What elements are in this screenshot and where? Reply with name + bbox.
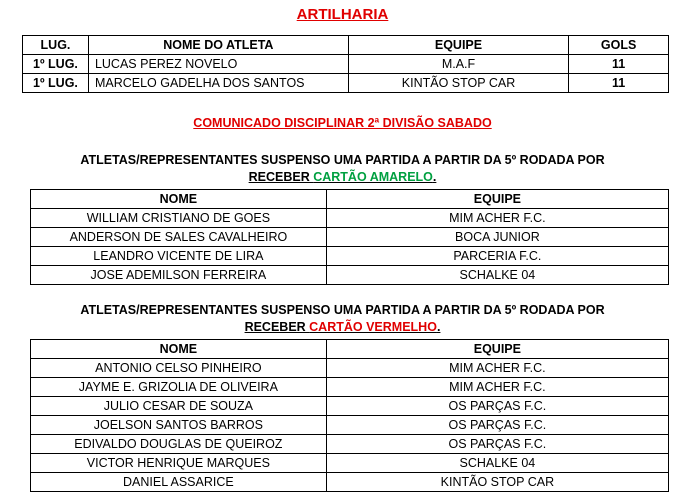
team-cell: SCHALKE 04 — [326, 454, 668, 473]
name-cell: ANDERSON DE SALES CAVALHEIRO — [31, 228, 327, 247]
red-header-row — [31, 340, 669, 359]
table-row — [31, 247, 669, 266]
team-cell: MIM ACHER F.C. — [326, 378, 668, 397]
col-header-team: EQUIPE — [326, 340, 668, 359]
scorers-table — [22, 35, 669, 93]
goals-cell: 11 — [569, 55, 669, 74]
name-cell: JULIO CESAR DE SOUZA — [31, 397, 327, 416]
yellow-header-row — [31, 190, 669, 209]
table-row — [31, 435, 669, 454]
table-row — [23, 55, 669, 74]
name-cell: EDIVALDO DOUGLAS DE QUEIROZ — [31, 435, 327, 454]
yellow-notice-suffix: . — [432, 170, 437, 184]
col-header-team: EQUIPE — [348, 36, 569, 55]
name-cell: LEANDRO VICENTE DE LIRA — [31, 247, 327, 266]
table-row — [31, 209, 669, 228]
yellow-card-notice — [0, 152, 685, 186]
name-cell: ANTONIO CELSO PINHEIRO — [31, 359, 327, 378]
yellow-notice-prefix: RECEBER — [248, 170, 314, 184]
team-cell: PARCERIA F.C. — [326, 247, 668, 266]
place-cell: 1º LUG. — [23, 74, 89, 93]
team-cell: BOCA JUNIOR — [326, 228, 668, 247]
yellow-card-table — [30, 189, 669, 285]
name-cell: VICTOR HENRIQUE MARQUES — [31, 454, 327, 473]
athlete-cell: MARCELO GADELHA DOS SANTOS — [88, 74, 348, 93]
team-cell: OS PARÇAS F.C. — [326, 416, 668, 435]
col-header-goals: GOLS — [569, 36, 669, 55]
team-cell: KINTÃO STOP CAR — [326, 473, 668, 492]
red-card-label: CARTÃO VERMELHO — [309, 320, 437, 334]
name-cell: DANIEL ASSARICE — [31, 473, 327, 492]
col-header-place: LUG. — [23, 36, 89, 55]
table-row — [31, 266, 669, 285]
col-header-name: NOME — [31, 190, 327, 209]
red-card-notice — [0, 302, 685, 336]
page-title: ARTILHARIA — [296, 6, 389, 23]
red-notice-prefix: RECEBER — [244, 320, 310, 334]
place-cell: 1º LUG. — [23, 55, 89, 74]
table-row — [31, 228, 669, 247]
team-cell: SCHALKE 04 — [326, 266, 668, 285]
col-header-team: EQUIPE — [326, 190, 668, 209]
team-cell: MIM ACHER F.C. — [326, 209, 668, 228]
table-row — [31, 397, 669, 416]
table-row — [31, 378, 669, 397]
col-header-athlete: NOME DO ATLETA — [88, 36, 348, 55]
disciplinary-title: COMUNICADO DISCIPLINAR 2ª DIVISÃO SABADO — [193, 116, 492, 130]
goals-cell: 11 — [569, 74, 669, 93]
yellow-notice-line2 — [0, 169, 685, 186]
table-row — [31, 359, 669, 378]
scorers-header-row — [23, 36, 669, 55]
table-row — [31, 416, 669, 435]
name-cell: JAYME E. GRIZOLIA DE OLIVEIRA — [31, 378, 327, 397]
name-cell: JOELSON SANTOS BARROS — [31, 416, 327, 435]
team-cell: OS PARÇAS F.C. — [326, 435, 668, 454]
red-card-table — [30, 339, 669, 492]
team-cell: MIM ACHER F.C. — [326, 359, 668, 378]
red-notice-line2 — [0, 319, 685, 336]
red-notice-suffix: . — [436, 320, 441, 334]
col-header-name: NOME — [31, 340, 327, 359]
athlete-cell: LUCAS PEREZ NOVELO — [88, 55, 348, 74]
team-cell: M.A.F — [348, 55, 569, 74]
name-cell: JOSE ADEMILSON FERREIRA — [31, 266, 327, 285]
table-row — [23, 74, 669, 93]
table-row — [31, 473, 669, 492]
yellow-card-label: CARTÃO AMARELO — [313, 170, 433, 184]
yellow-notice-line1: ATLETAS/REPRESENTANTES SUSPENSO UMA PARTIDA A PARTIR DA 5º RODADA POR — [80, 153, 605, 167]
red-notice-line1: ATLETAS/REPRESENTANTES SUSPENSO UMA PARTIDA A PARTIR DA 5º RODADA POR — [80, 303, 605, 317]
team-cell: KINTÃO STOP CAR — [348, 74, 569, 93]
name-cell: WILLIAM CRISTIANO DE GOES — [31, 209, 327, 228]
team-cell: OS PARÇAS F.C. — [326, 397, 668, 416]
table-row — [31, 454, 669, 473]
